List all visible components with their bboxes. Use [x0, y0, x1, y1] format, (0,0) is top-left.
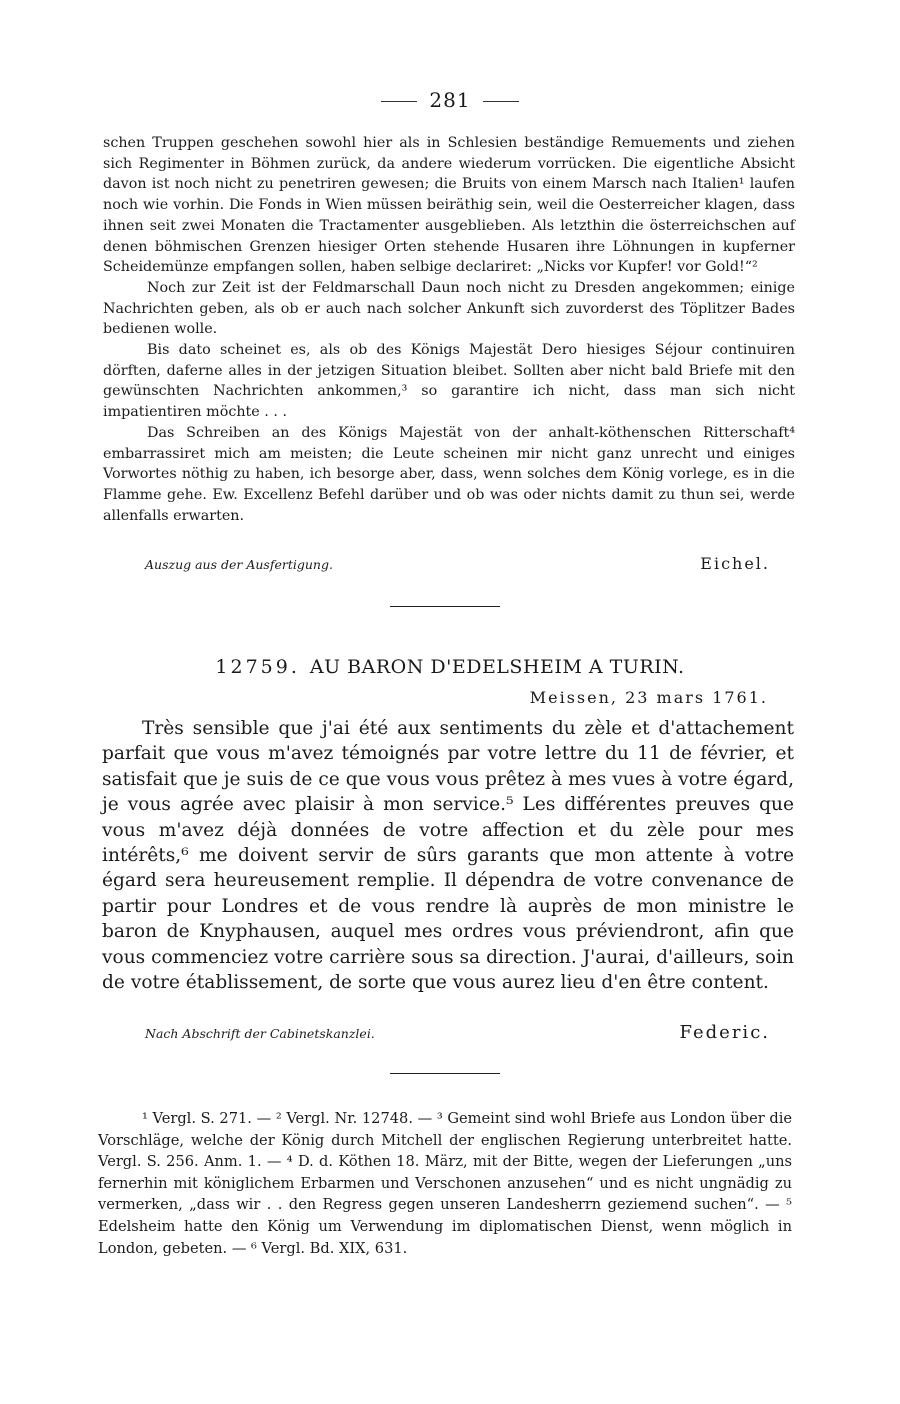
letter-continuation	[103, 133, 795, 526]
footnotes-text: ¹ Vergl. S. 271. — ² Vergl. Nr. 12748. — ³ Gemeint sind wohl Briefe aus London über die Vorschläge, welche der König durch Mitchell der englischen Regierung unterbreitet hatte. Vergl. S. 256. Anm. 1. — ⁴ D. d. Köthen 18. März, mit der Bitte, wegen der Lieferungen „uns fernerhin mit königlichem Erbarmen und Verschonen anzusehen“ und es nicht ungnädig zu vermerken, „dass wir . . den Regress gegen unseren Landesherrn geziemend suchen“. — ⁵ Edelsheim hatte den König um Verwendung im diplomatischen Dienst, wenn möglich in London, gebeten. — ⁶ Vergl. Bd. XIX, 631.	[98, 1110, 792, 1257]
page-header	[0, 88, 900, 112]
page-number: 281	[429, 88, 471, 112]
letter2-body	[102, 716, 794, 995]
header-rule-left	[381, 101, 417, 102]
letter2-signature: Federic.	[679, 1022, 770, 1043]
header-rule-right	[483, 101, 519, 102]
section-divider-bottom	[390, 1073, 500, 1074]
letter2-heading	[0, 656, 900, 678]
letter1-signature: Eichel.	[700, 554, 770, 573]
letter2-dateline: Meissen, 23 mars 1761.	[529, 688, 768, 707]
letter2-footer	[145, 1022, 770, 1043]
letter1-footer	[145, 554, 770, 573]
letter2-source-note: Nach Abschrift der Cabinetskanzlei.	[145, 1026, 375, 1041]
letter1-source-note: Auszug aus der Ausfertigung.	[145, 557, 333, 572]
letter1-paragraph-1: schen Truppen geschehen sowohl hier als in Schlesien beständige Remuements und ziehen sich Regimenter in Böhmen zurück, da andere wiederum vorrücken. Die eigentliche Absicht davon ist noch nicht zu penetriren gewesen; die Bruits von einem Marsch nach Italien¹ laufen noch wie vorhin. Die Fonds in Wien müssen beiräthig sein, weil die Oesterreicher klagen, dass ihnen seit zwei Monaten die Tractamenter ausgeblieben. Als letzthin die österreichschen auf denen böhmischen Grenzen hiesiger Orten stehende Husaren ihre Löhnungen in kupferner Scheidemünze empfangen sollen, haben selbige declariret: „Nicks vor Kupfer! vor Gold!“²	[103, 135, 795, 276]
letter2-number: 12759.	[215, 656, 300, 678]
letter1-paragraph-2: Noch zur Zeit ist der Feldmarschall Daun noch nicht zu Dresden angekommen; einige Nachrichten geben, als ob er auch nach solcher Ankunft sich zuvorderst des Töplitzer Bades bedienen wolle.	[103, 279, 795, 338]
letter2-paragraph-1: Très sensible que j'ai été aux sentiments du zèle et d'attachement parfait que vous m'avez témoignés par votre lettre du 11 de février, et satisfait que je suis de ce que vous vous prêtez à mes vues à votre égard, je vous agrée avec plaisir à mon service.⁵ Les différentes preuves que vous m'avez déjà données de votre affection et du zèle pour mes intérêts,⁶ me doivent servir de sûrs garants que mon attente à votre égard sera heureusement remplie. Il dépendra de votre convenance de partir pour Londres et de vous rendre là auprès de mon ministre le baron de Knyphausen, auquel mes ordres vous préviendront, afin que vous commenciez votre carrière sous sa direction. J'aurai, d'ailleurs, soin de votre établissement, de sorte que vous aurez lieu d'en être content.	[102, 718, 794, 994]
letter1-paragraph-3: Bis dato scheinet es, als ob des Königs Majestät Dero hiesiges Séjour continuiren dörften, daferne alles in der jetzigen Situation bleibet. Sollten aber nicht bald Briefe mit den gewünschten Nachrichten ankommen,³ so garantire ich nicht, dass man sich nicht impatientiren möchte . . .	[103, 342, 795, 421]
section-divider-top	[390, 606, 500, 607]
footnotes	[98, 1108, 792, 1259]
letter2-title: AU BARON D'EDELSHEIM A TURIN.	[309, 656, 685, 678]
letter1-paragraph-4: Das Schreiben an des Königs Majestät von der anhalt-köthenschen Ritterschaft⁴ embarrassiret mich am meisten; die Leute scheinen mir nicht ganz unrecht und einiges Vorwortes nöthig zu haben, ich besorge aber, dass, wenn solches dem König vorlege, es in die Flamme gehe. Ew. Excellenz Befehl darüber und ob was oder nichts damit zu thun sei, werde allenfalls erwarten.	[103, 424, 795, 524]
